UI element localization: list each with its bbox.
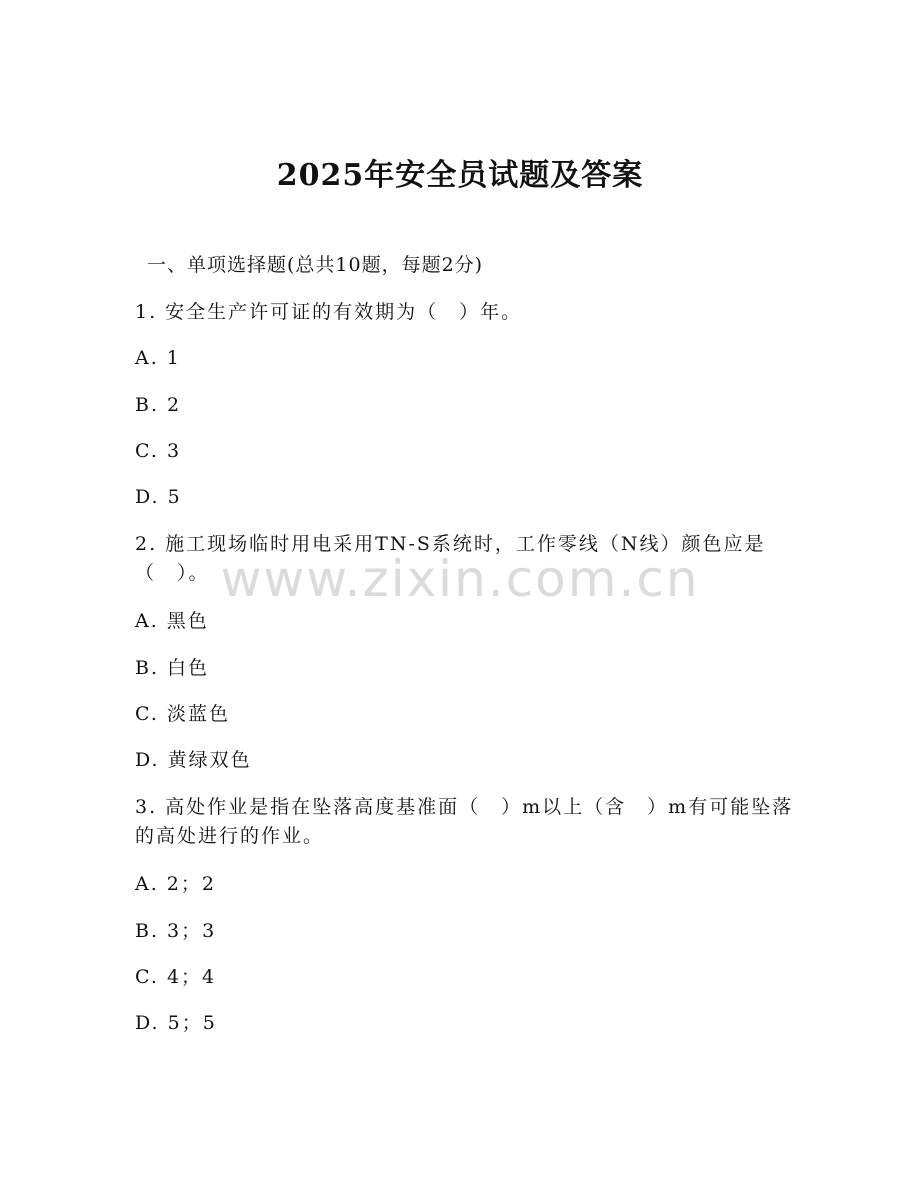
question-2-option-d: D. 黄绿双色 [135,749,252,771]
question-3-stem: 3. 高处作业是指在坠落高度基准面（ ）m以上（含 ）m有可能坠落的高处进行的作业。 [135,796,794,847]
section-heading: 一、单项选择题(总共10题，每题2分) [147,254,484,276]
document-title: 2025年安全员试题及答案 [276,158,644,193]
question-1-option-d: D. 5 [135,486,182,508]
question-1-stem: 1. 安全生产许可证的有效期为（ ）年。 [135,301,523,323]
question-1-option-a: A. 1 [135,347,181,369]
question-1-option-c: C. 3 [135,440,182,462]
question-3-option-b: B. 3；3 [135,920,217,942]
question-1-option-b: B. 2 [135,394,182,416]
question-2-stem: 2. 施工现场临时用电采用TN-S系统时，工作零线（N线）颜色应是（ ）。 [135,533,766,584]
question-2-option-c: C. 淡蓝色 [135,703,230,725]
question-2-option-a: A. 黑色 [135,610,209,632]
question-2-option-b: B. 白色 [135,657,210,679]
question-3-option-d: D. 5；5 [135,1012,217,1034]
question-3-option-a: A. 2；2 [135,873,216,895]
watermark-text: www.zixin.com.cn [220,550,700,608]
question-3-option-c: C. 4；4 [135,966,217,988]
